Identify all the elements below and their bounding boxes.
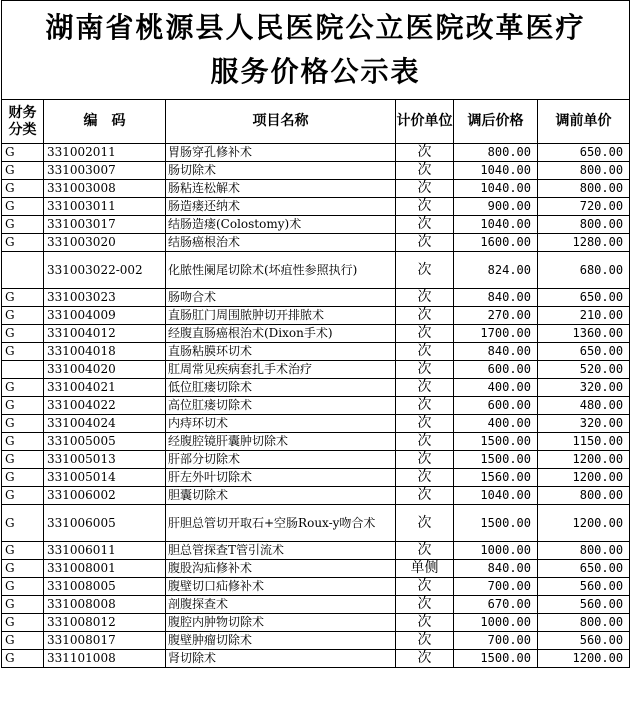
name-cell: 肝胆总管切开取石+空肠Roux-y吻合术 [166,505,396,542]
category-cell: G [2,469,44,487]
table-row [2,144,630,162]
category-cell: G [2,180,44,198]
old-price-cell: 210.00 [538,307,630,325]
unit-cell: 次 [396,216,454,234]
name-cell: 肠造瘘还纳术 [166,198,396,216]
table-row [2,614,630,632]
name-cell: 剖腹探查术 [166,596,396,614]
price-table [1,0,630,668]
old-price-cell: 800.00 [538,542,630,560]
new-price-cell: 840.00 [454,560,538,578]
new-price-cell: 1040.00 [454,216,538,234]
header-old-price: 调前单价 [538,100,630,144]
unit-cell: 次 [396,632,454,650]
unit-cell: 单侧 [396,560,454,578]
code-cell: 331008008 [44,596,166,614]
code-cell: 331004024 [44,415,166,433]
category-cell: G [2,234,44,252]
code-cell: 331004012 [44,325,166,343]
code-cell: 331004018 [44,343,166,361]
old-price-cell: 1200.00 [538,650,630,668]
unit-cell: 次 [396,614,454,632]
category-cell: G [2,650,44,668]
code-cell: 331008001 [44,560,166,578]
new-price-cell: 1040.00 [454,180,538,198]
old-price-cell: 520.00 [538,361,630,379]
table-row [2,542,630,560]
old-price-cell: 1280.00 [538,234,630,252]
name-cell: 腹腔内肿物切除术 [166,614,396,632]
code-cell: 331008005 [44,578,166,596]
new-price-cell: 900.00 [454,198,538,216]
category-cell: G [2,289,44,307]
code-cell: 331003011 [44,198,166,216]
category-cell: G [2,162,44,180]
code-cell: 331101008 [44,650,166,668]
old-price-cell: 800.00 [538,180,630,198]
category-cell: G [2,487,44,505]
old-price-cell: 320.00 [538,379,630,397]
name-cell: 肛周常见疾病套扎手术治疗 [166,361,396,379]
new-price-cell: 1500.00 [454,433,538,451]
new-price-cell: 1500.00 [454,650,538,668]
new-price-cell: 1500.00 [454,505,538,542]
table-row [2,596,630,614]
table-row [2,433,630,451]
category-cell: G [2,560,44,578]
unit-cell: 次 [396,469,454,487]
code-cell: 331004022 [44,397,166,415]
table-row [2,343,630,361]
new-price-cell: 670.00 [454,596,538,614]
table-row [2,180,630,198]
old-price-cell: 560.00 [538,632,630,650]
old-price-cell: 800.00 [538,162,630,180]
category-cell: G [2,542,44,560]
name-cell: 化脓性阑尾切除术(坏疽性参照执行) [166,252,396,289]
new-price-cell: 1560.00 [454,469,538,487]
category-cell: G [2,198,44,216]
unit-cell: 次 [396,234,454,252]
unit-cell: 次 [396,162,454,180]
new-price-cell: 1040.00 [454,487,538,505]
title-line-1: 湖南省桃源县人民医院公立医院改革医疗 [45,11,586,44]
name-cell: 肠吻合术 [166,289,396,307]
table-row [2,650,630,668]
name-cell: 低位肛瘘切除术 [166,379,396,397]
category-cell: G [2,614,44,632]
old-price-cell: 1360.00 [538,325,630,343]
table-row [2,361,630,379]
old-price-cell: 650.00 [538,343,630,361]
new-price-cell: 400.00 [454,379,538,397]
table-row [2,469,630,487]
name-cell: 内痔环切术 [166,415,396,433]
unit-cell: 次 [396,650,454,668]
unit-cell: 次 [396,596,454,614]
category-cell: G [2,325,44,343]
code-cell: 331002011 [44,144,166,162]
unit-cell: 次 [396,343,454,361]
name-cell: 结肠癌根治术 [166,234,396,252]
category-cell: G [2,596,44,614]
code-cell: 331003007 [44,162,166,180]
old-price-cell: 650.00 [538,144,630,162]
old-price-cell: 650.00 [538,289,630,307]
header-name: 项目名称 [166,100,396,144]
old-price-cell: 1200.00 [538,469,630,487]
old-price-cell: 650.00 [538,560,630,578]
new-price-cell: 1700.00 [454,325,538,343]
category-cell: G [2,578,44,596]
new-price-cell: 700.00 [454,578,538,596]
table-row [2,632,630,650]
code-cell: 331005005 [44,433,166,451]
new-price-cell: 1000.00 [454,542,538,560]
unit-cell: 次 [396,578,454,596]
name-cell: 肾切除术 [166,650,396,668]
unit-cell: 次 [396,542,454,560]
table-row [2,397,630,415]
new-price-cell: 800.00 [454,144,538,162]
new-price-cell: 1000.00 [454,614,538,632]
title-line-2: 服务价格公示表 [210,55,421,88]
name-cell: 直肠肛门周围脓肿切开排脓术 [166,307,396,325]
unit-cell: 次 [396,487,454,505]
table-row [2,415,630,433]
name-cell: 腹股沟疝修补术 [166,560,396,578]
name-cell: 胆囊切除术 [166,487,396,505]
name-cell: 经腹直肠癌根治术(Dixon手术) [166,325,396,343]
header-code: 编 码 [44,100,166,144]
new-price-cell: 1600.00 [454,234,538,252]
code-cell: 331004021 [44,379,166,397]
old-price-cell: 1200.00 [538,505,630,542]
unit-cell: 次 [396,307,454,325]
code-cell: 331004020 [44,361,166,379]
name-cell: 腹壁肿瘤切除术 [166,632,396,650]
name-cell: 高位肛瘘切除术 [166,397,396,415]
unit-cell: 次 [396,433,454,451]
new-price-cell: 824.00 [454,252,538,289]
name-cell: 结肠造瘘(Colostomy)术 [166,216,396,234]
code-cell: 331004009 [44,307,166,325]
header-new-price: 调后价格 [454,100,538,144]
new-price-cell: 840.00 [454,343,538,361]
name-cell: 经腹腔镜肝囊肿切除术 [166,433,396,451]
old-price-cell: 800.00 [538,216,630,234]
unit-cell: 次 [396,415,454,433]
header-category: 财务分类 [2,100,44,144]
old-price-cell: 720.00 [538,198,630,216]
old-price-cell: 560.00 [538,596,630,614]
table-row [2,505,630,542]
unit-cell: 次 [396,397,454,415]
table-row [2,162,630,180]
category-cell [2,361,44,379]
table-row [2,289,630,307]
new-price-cell: 600.00 [454,397,538,415]
code-cell: 331006011 [44,542,166,560]
category-cell: G [2,415,44,433]
name-cell: 肠粘连松解术 [166,180,396,198]
new-price-cell: 700.00 [454,632,538,650]
header-unit: 计价单位 [396,100,454,144]
unit-cell: 次 [396,325,454,343]
code-cell: 331005014 [44,469,166,487]
old-price-cell: 560.00 [538,578,630,596]
table-row [2,487,630,505]
category-cell: G [2,451,44,469]
category-cell: G [2,632,44,650]
category-cell [2,252,44,289]
new-price-cell: 270.00 [454,307,538,325]
name-cell: 肠切除术 [166,162,396,180]
header-row [2,100,630,144]
code-cell: 331003023 [44,289,166,307]
name-cell: 胃肠穿孔修补术 [166,144,396,162]
category-cell: G [2,397,44,415]
new-price-cell: 840.00 [454,289,538,307]
unit-cell: 次 [396,379,454,397]
unit-cell: 次 [396,451,454,469]
new-price-cell: 600.00 [454,361,538,379]
unit-cell: 次 [396,144,454,162]
table-row [2,560,630,578]
table-row [2,216,630,234]
unit-cell: 次 [396,505,454,542]
unit-cell: 次 [396,252,454,289]
code-cell: 331003020 [44,234,166,252]
old-price-cell: 320.00 [538,415,630,433]
code-cell: 331008017 [44,632,166,650]
table-row [2,307,630,325]
old-price-cell: 1200.00 [538,451,630,469]
page-title [2,1,630,100]
name-cell: 肝左外叶切除术 [166,469,396,487]
table-row [2,198,630,216]
table-row [2,234,630,252]
code-cell: 331003017 [44,216,166,234]
code-cell: 331008012 [44,614,166,632]
table-row [2,379,630,397]
new-price-cell: 1040.00 [454,162,538,180]
new-price-cell: 400.00 [454,415,538,433]
old-price-cell: 1150.00 [538,433,630,451]
old-price-cell: 680.00 [538,252,630,289]
unit-cell: 次 [396,289,454,307]
category-cell: G [2,144,44,162]
old-price-cell: 480.00 [538,397,630,415]
name-cell: 腹壁切口疝修补术 [166,578,396,596]
category-cell: G [2,307,44,325]
table-row [2,451,630,469]
unit-cell: 次 [396,198,454,216]
table-row [2,325,630,343]
code-cell: 331003022-002 [44,252,166,289]
category-cell: G [2,216,44,234]
new-price-cell: 1500.00 [454,451,538,469]
code-cell: 331006002 [44,487,166,505]
category-cell: G [2,343,44,361]
unit-cell: 次 [396,361,454,379]
code-cell: 331005013 [44,451,166,469]
code-cell: 331003008 [44,180,166,198]
category-cell: G [2,379,44,397]
name-cell: 胆总管探查T管引流术 [166,542,396,560]
code-cell: 331006005 [44,505,166,542]
category-cell: G [2,433,44,451]
table-row [2,252,630,289]
name-cell: 直肠粘膜环切术 [166,343,396,361]
old-price-cell: 800.00 [538,614,630,632]
unit-cell: 次 [396,180,454,198]
old-price-cell: 800.00 [538,487,630,505]
category-cell: G [2,505,44,542]
table-row [2,578,630,596]
name-cell: 肝部分切除术 [166,451,396,469]
